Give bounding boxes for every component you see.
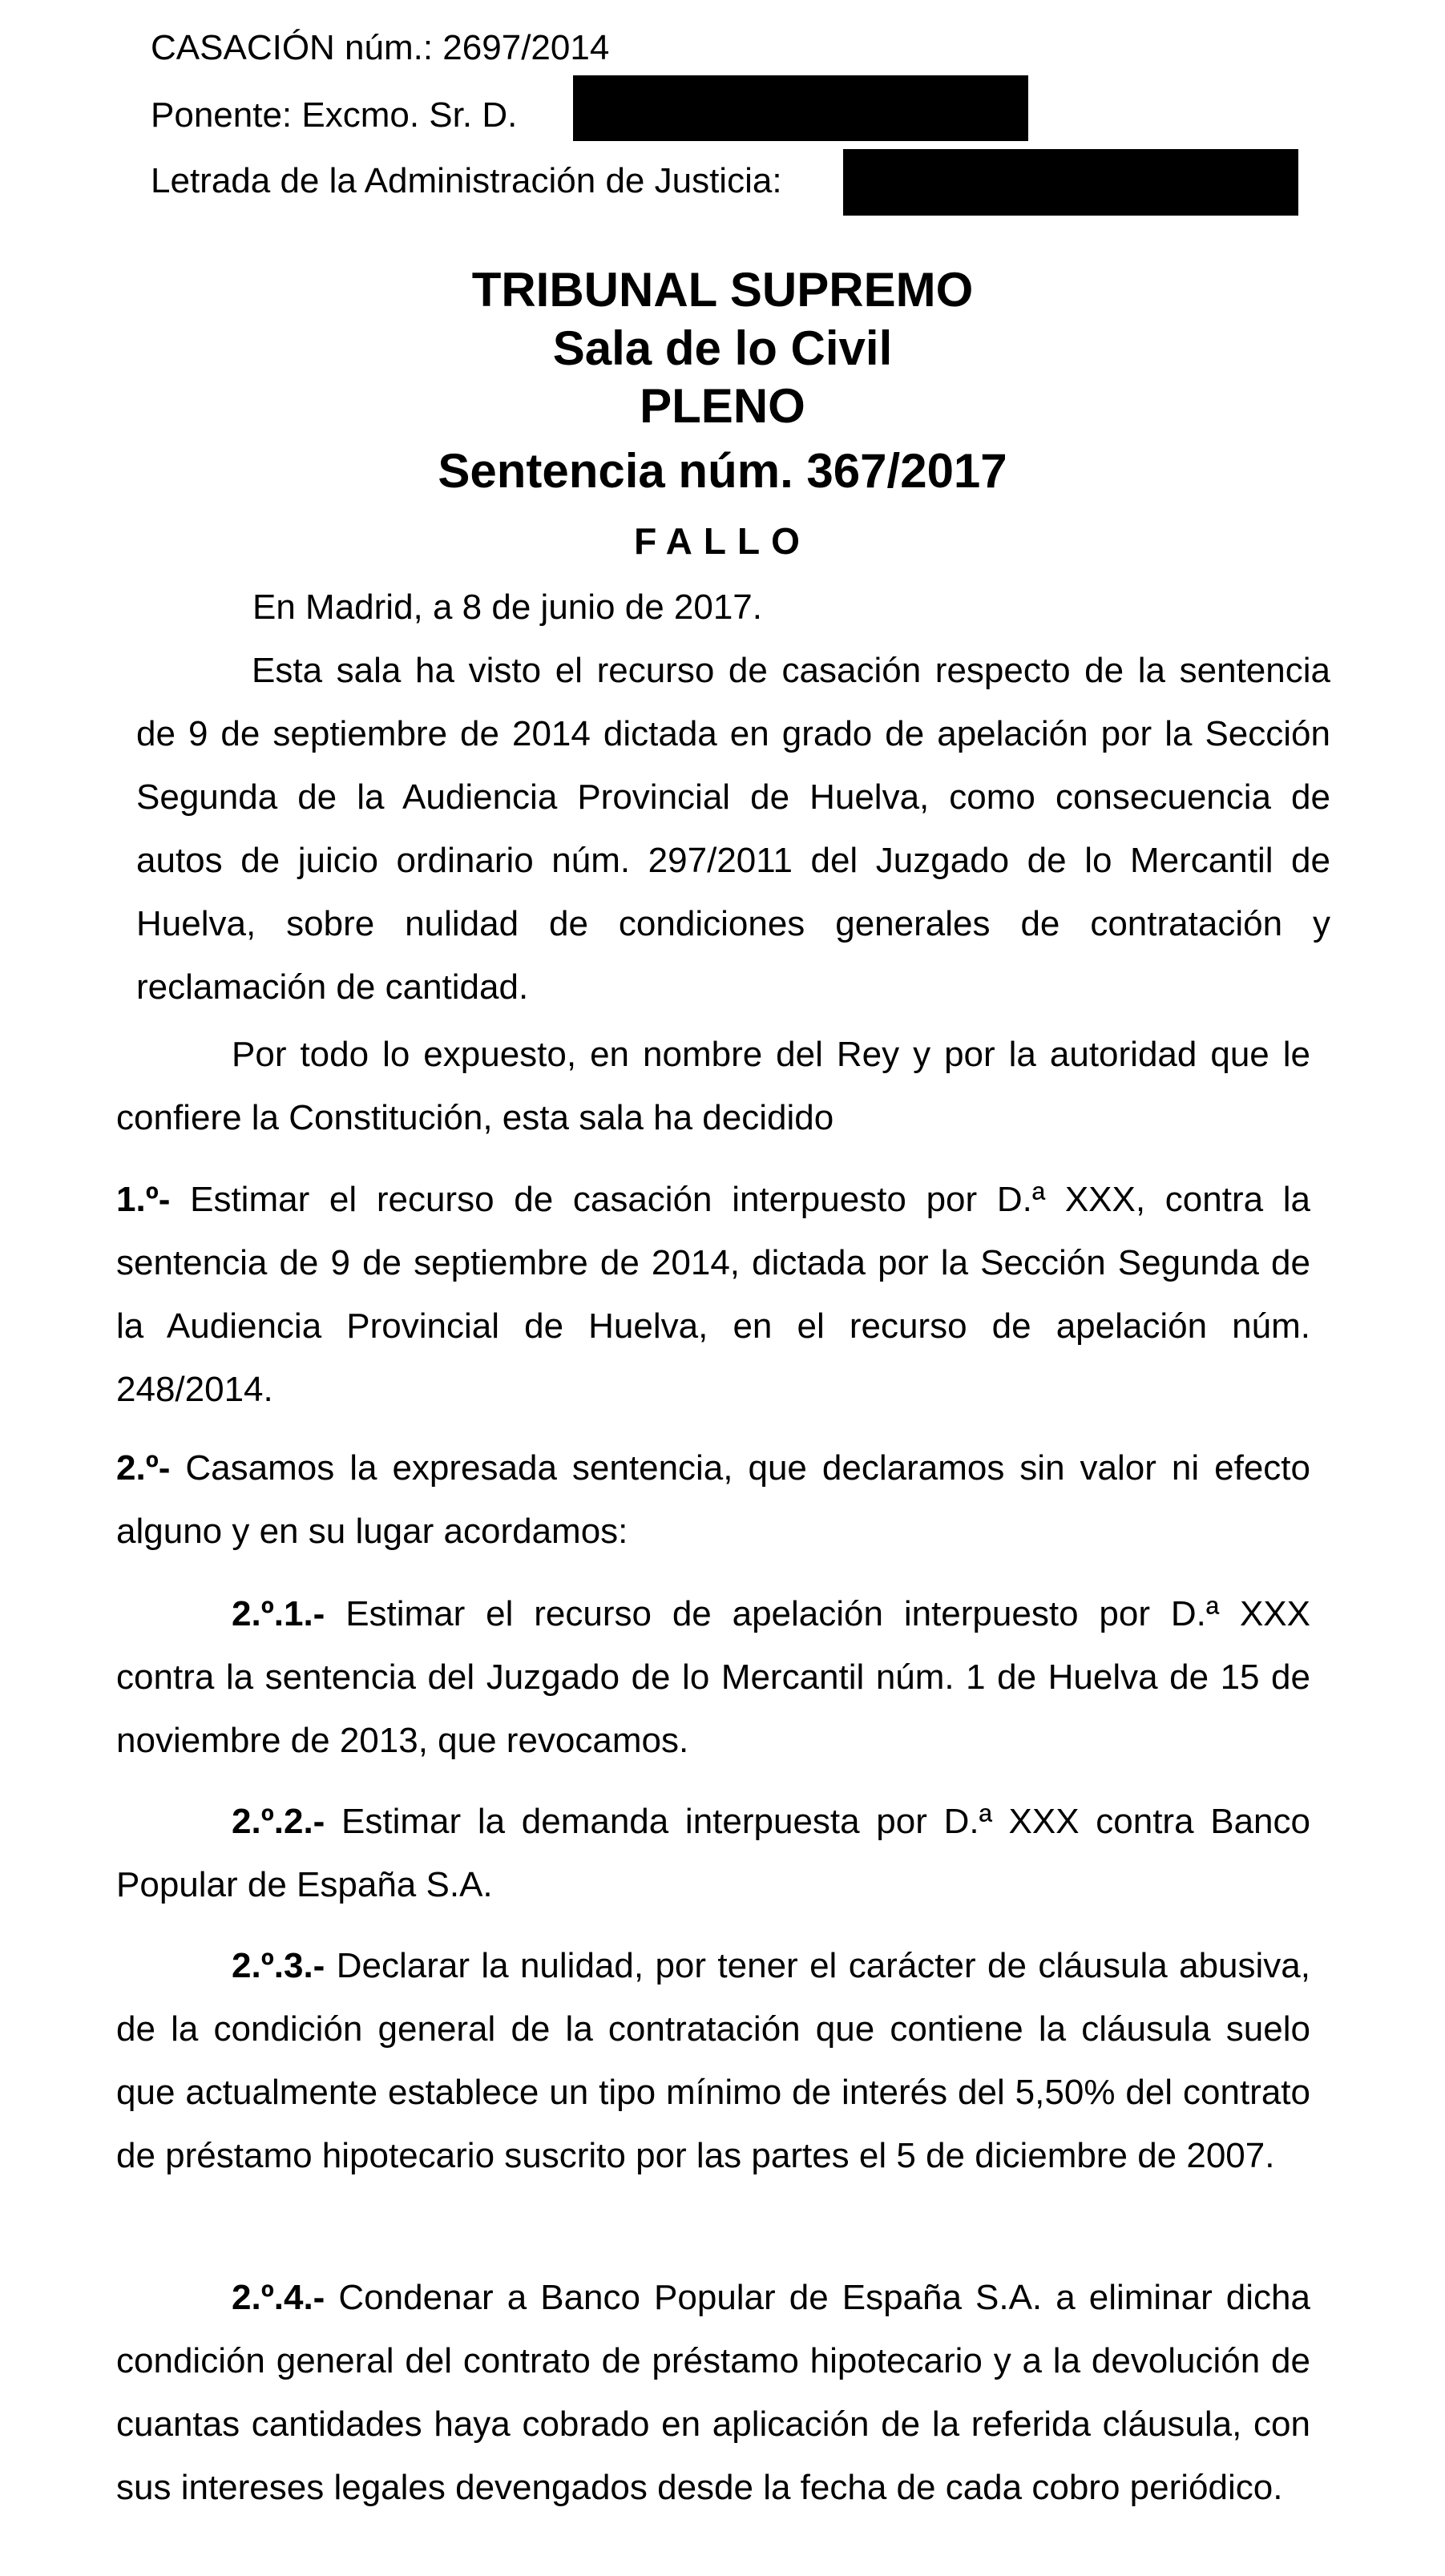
ponente-redaction: [573, 75, 1028, 141]
chamber-title: Sala de lo Civil: [552, 321, 893, 375]
letrada-redaction: [843, 149, 1298, 216]
ruling-item-2-4: [116, 2266, 1310, 2519]
ruling-item-text: Estimar el recurso de apelación interpuesto por D.ª XXX contra la sentencia del Juzgado de lo Mercantil núm. 1 de Huelva de 15 de noviembre de 2013, que revocamos.: [116, 1594, 1310, 1760]
fallo-heading: FALLO: [634, 520, 811, 562]
ruling-item-number: 2.º.4.-: [232, 2278, 325, 2317]
ruling-item-2-1: [116, 1582, 1310, 1772]
preamble-paragraph: Por todo lo expuesto, en nombre del Rey y por la autoridad que le confiere la Constitución, esta sala ha decidido: [116, 1035, 1310, 1137]
ruling-item-text: Declarar la nulidad, por tener el carácter de cláusula abusiva, de la condición general de la contratación que contiene la cláusula suelo que actualmente establece un tipo mínimo de interés del 5,50% del contrato de préstamo hipotecario suscrito por las partes el 5 de diciembre de 2007.: [116, 1946, 1310, 2175]
case-number: CASACIÓN núm.: 2697/2014: [151, 28, 610, 67]
ruling-item-text: Estimar el recurso de casación interpuesto por D.ª XXX, contra la sentencia de 9 de septiembre de 2014, dictada por la Sección Segunda de la Audiencia Provincial de Huelva, en el recurso de apelación núm. 248/2014.: [116, 1180, 1310, 1409]
ruling-item-number: 2.º.1.-: [232, 1594, 325, 1633]
ruling-item-number: 1.º-: [116, 1180, 171, 1219]
pleno-title: PLENO: [640, 379, 805, 433]
ruling-item-number: 2.º.3.-: [232, 1946, 325, 1985]
ponente-line: Ponente: Excmo. Sr. D.: [151, 95, 518, 135]
ruling-item-number: 2.º.2.-: [232, 1802, 325, 1841]
ruling-item-text: Estimar la demanda interpuesta por D.ª XXX contra Banco Popular de España S.A.: [116, 1802, 1310, 1904]
intro-paragraph: Esta sala ha visto el recurso de casación respecto de la sentencia de 9 de septiembre de 2014 dictada en grado de apelación por la Sección Segunda de la Audiencia Provincial de Huelva, como consecuencia de autos de juicio ordinario núm. 297/2011 del Juzgado de lo Mercantil de Huelva, sobre nulidad de condiciones generales de contratación y reclamación de cantidad.: [136, 651, 1330, 1007]
sentence-number: Sentencia núm. 367/2017: [438, 444, 1007, 498]
letrada-line: Letrada de la Administración de Justicia:: [151, 161, 782, 200]
court-title: TRIBUNAL SUPREMO: [471, 263, 974, 317]
ruling-item-2: [116, 1436, 1310, 1563]
ruling-item-text: Condenar a Banco Popular de España S.A. a eliminar dicha condición general del contrato de préstamo hipotecario y a la devolución de cuantas cantidades haya cobrado en aplicación de la referida cláusula, con sus intereses legales devengados desde la fecha de cada cobro periódico.: [116, 2278, 1310, 2507]
date-line: En Madrid, a 8 de junio de 2017.: [252, 587, 763, 627]
ruling-item-2-2: [116, 1790, 1310, 1916]
ruling-item-1: [116, 1168, 1310, 1421]
ruling-item-2-3: [116, 1934, 1310, 2187]
ruling-item-text: Casamos la expresada sentencia, que declaramos sin valor ni efecto alguno y en su lugar acordamos:: [116, 1448, 1310, 1551]
ruling-item-number: 2.º-: [116, 1448, 171, 1488]
